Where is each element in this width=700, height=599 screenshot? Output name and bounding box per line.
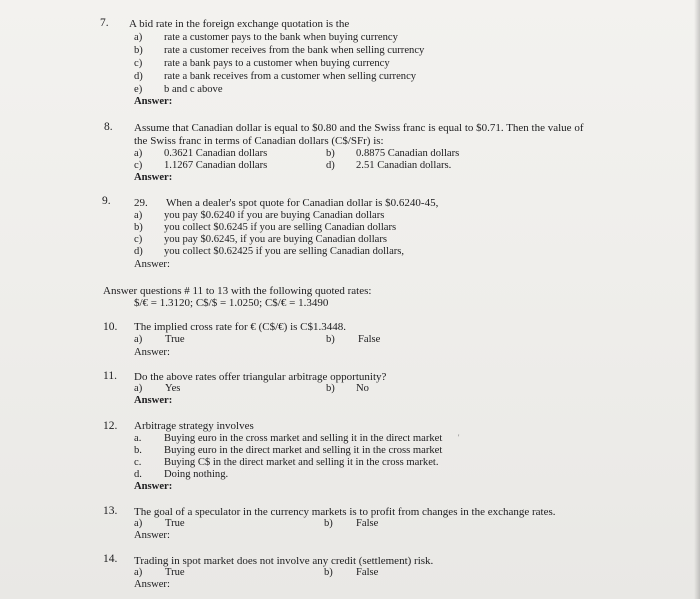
answer-label: Answer: bbox=[134, 259, 170, 270]
option-a-label: a) bbox=[134, 567, 143, 578]
option-a-text: True bbox=[165, 518, 185, 529]
option-c: c) you pay $0.6245, if you are buying Canadian dollars bbox=[134, 234, 388, 245]
answer-label: Answer: bbox=[134, 347, 170, 358]
options-row bbox=[134, 383, 434, 396]
option-c: c. Buying C$ in the direct market and selling it in the cross market. bbox=[134, 457, 439, 468]
option-a-label: a) bbox=[134, 334, 143, 345]
question-stem: Do the above rates offer triangular arbitrage opportunity? bbox=[134, 371, 387, 383]
option-b: b) you collect $0.6245 if you are selling Canadian dollars bbox=[134, 222, 397, 233]
options-row bbox=[134, 518, 434, 531]
option-b-text: No bbox=[356, 383, 369, 394]
question-stem-line1: Assume that Canadian dollar is equal to $0.80 and the Swiss franc is equal to $0.71. Then the value of bbox=[134, 122, 584, 134]
question-number: 8. bbox=[104, 121, 113, 133]
option-d: d) rate a bank receives from a customer when selling currency bbox=[134, 71, 417, 82]
answer-label: Answer: bbox=[134, 579, 170, 590]
option-b-text: False bbox=[356, 518, 379, 529]
question-sub-number: 29. bbox=[134, 197, 148, 209]
question-number: 14. bbox=[103, 553, 118, 565]
question-number: 7. bbox=[100, 17, 109, 29]
question-number: 10. bbox=[103, 321, 118, 333]
answer-label: Answer: bbox=[134, 96, 173, 107]
option-b: b) 0.8875 Canadian dollars bbox=[326, 148, 460, 159]
question-number: 13. bbox=[103, 505, 118, 517]
page-edge-shadow bbox=[694, 0, 700, 599]
option-a: a. Buying euro in the cross market and selling it in the direct market bbox=[134, 433, 443, 444]
option-d: d) 2.51 Canadian dollars. bbox=[326, 160, 452, 171]
option-b-label: b) bbox=[326, 334, 335, 345]
instruction-text: Answer questions # 11 to 13 with the following quoted rates: bbox=[103, 285, 372, 297]
option-e: e) b and c above bbox=[134, 84, 223, 95]
option-a-text: True bbox=[165, 334, 185, 345]
question-stem: Arbitrage strategy involves bbox=[134, 420, 254, 432]
option-a-label: a) bbox=[134, 383, 143, 394]
stray-mark: ' bbox=[458, 433, 460, 442]
option-d: d) you collect $0.62425 if you are selling Canadian dollars, bbox=[134, 246, 405, 257]
question-stem-line2: the Swiss franc in terms of Canadian dollars (C$/SFr) is: bbox=[134, 135, 384, 147]
option-a-label: a) bbox=[134, 518, 143, 529]
option-c: c) 1.1267 Canadian dollars bbox=[134, 160, 268, 171]
option-a: a) rate a customer pays to the bank when buying currency bbox=[134, 32, 398, 43]
question-number: 9. bbox=[102, 195, 111, 207]
answer-label: Answer: bbox=[134, 530, 170, 541]
question-stem: A bid rate in the foreign exchange quotation is the bbox=[129, 18, 350, 30]
option-a: a) you pay $0.6240 if you are buying Canadian dollars bbox=[134, 210, 385, 221]
answer-label: Answer: bbox=[134, 481, 173, 492]
option-b-label: b) bbox=[324, 567, 333, 578]
option-b-label: b) bbox=[326, 383, 335, 394]
options-row bbox=[134, 567, 434, 580]
option-b: b. Buying euro in the direct market and selling it in the cross market bbox=[134, 445, 443, 456]
question-stem: Trading in spot market does not involve any credit (settlement) risk. bbox=[134, 555, 434, 567]
option-b-label: b) bbox=[324, 518, 333, 529]
answer-label: Answer: bbox=[134, 395, 173, 406]
quoted-rates: $/€ = 1.3120; C$/$ = 1.0250; C$/€ = 1.3490 bbox=[134, 297, 329, 309]
question-stem: When a dealer's spot quote for Canadian dollar is $0.6240-45, bbox=[166, 197, 439, 209]
options-row bbox=[134, 334, 434, 347]
option-c: c) rate a bank pays to a customer when buying currency bbox=[134, 58, 390, 69]
question-number: 11. bbox=[103, 370, 117, 382]
option-b-text: False bbox=[356, 567, 379, 578]
option-b: b) rate a customer receives from the bank when selling currency bbox=[134, 45, 425, 56]
option-d: d. Doing nothing. bbox=[134, 469, 229, 480]
option-b-text: False bbox=[358, 334, 381, 345]
question-number: 12. bbox=[103, 420, 118, 432]
answer-label: Answer: bbox=[134, 172, 173, 183]
question-stem: The goal of a speculator in the currency markets is to profit from changes in the exchange rates. bbox=[134, 506, 556, 518]
question-stem: The implied cross rate for € (C$/€) is C$1.3448. bbox=[134, 321, 347, 333]
option-a-text: True bbox=[165, 567, 185, 578]
option-a: a) 0.3621 Canadian dollars bbox=[134, 148, 268, 159]
option-a-text: Yes bbox=[165, 383, 181, 394]
